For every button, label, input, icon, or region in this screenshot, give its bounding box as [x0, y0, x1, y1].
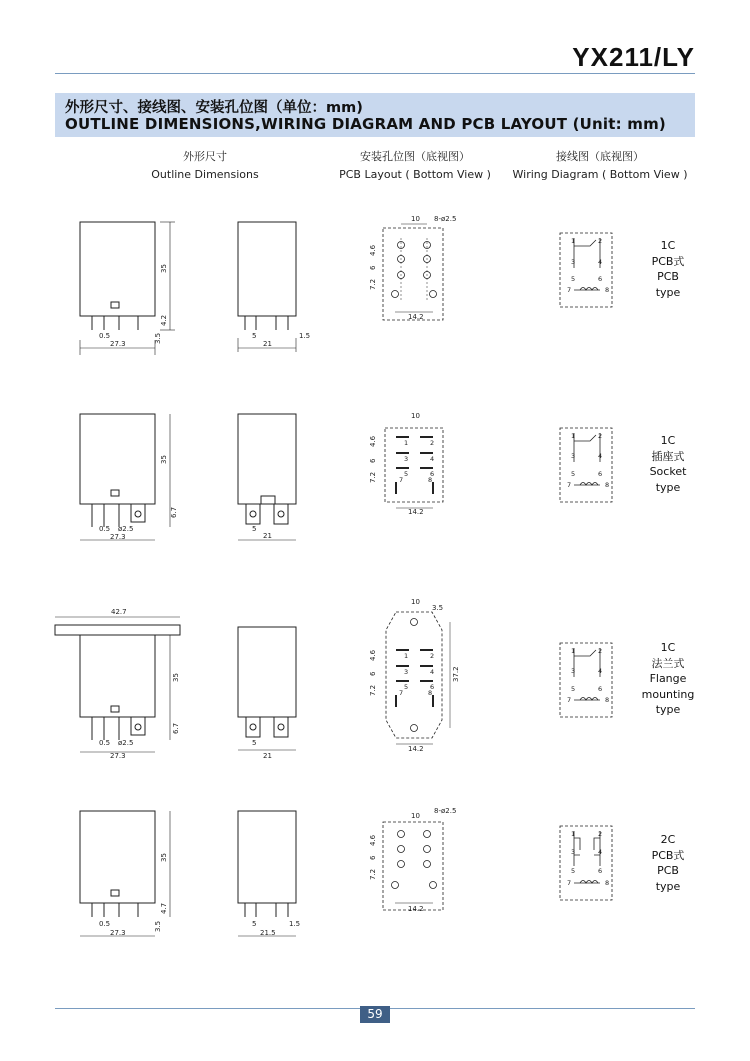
col-header-pcb-zh: 安装孔位图（底视图）: [360, 150, 470, 163]
pcb-r3-pin-1: 1: [404, 652, 409, 660]
dim-r1-height: 35: [160, 264, 168, 273]
pcb-r2-pin-3: 3: [404, 455, 409, 463]
dim-r1-side-b: 1.5: [299, 332, 311, 340]
pcb-r2-pin-6: 6: [430, 470, 435, 478]
row-label-r4-line4: type: [655, 879, 681, 893]
wire-r1-pin-6: 6: [598, 275, 603, 283]
row-label-r4-line1: 2C: [660, 833, 676, 846]
pcb-r3-v3: 7.2: [369, 684, 377, 696]
dim-r3-flange: 42.7: [111, 608, 127, 616]
pcb-r3-v1: 4.6: [369, 649, 377, 661]
col-header-pcb-en: PCB Layout ( Bottom View ): [339, 168, 491, 181]
wire-r4-pin-7: 7: [567, 879, 572, 887]
wire-r2-pin-4: 4: [598, 452, 603, 460]
wire-r2-pin-5: 5: [571, 470, 576, 478]
pcb-r2-v1: 4.6: [369, 435, 377, 447]
wire-r3-pin-1: 1: [571, 647, 576, 655]
pcb-r2-v2: 6: [369, 458, 377, 463]
pcb-r3-pin-6: 6: [430, 683, 435, 691]
wire-r4-pin-4: 4: [598, 848, 603, 856]
row-label-r3-line5: type: [655, 703, 681, 716]
col-header-outline-zh: 外形尺寸: [183, 150, 227, 163]
dim-r4-thick: 0.5: [99, 920, 111, 928]
pcb-layout-r3: [386, 612, 450, 744]
pcb-r2-pin-4: 4: [430, 455, 435, 463]
dim-r1-width: 27.3: [110, 340, 126, 348]
pcb-r2-pin-7: 7: [399, 476, 404, 484]
wire-r1-pin-5: 5: [571, 275, 576, 283]
pcb-layout-r4: [383, 822, 443, 910]
row-label-r3-line4: mounting: [641, 687, 695, 701]
wiring-r1: [560, 233, 612, 307]
row-label-r2-line3: Socket: [649, 465, 687, 478]
row-label-r1: [638, 238, 698, 300]
pcb-r3-pin-4: 4: [430, 668, 435, 676]
pcb-r2-v3: 7.2: [369, 471, 377, 483]
pcb-r4-v2: 6: [369, 855, 377, 860]
wire-r1-pin-1: 1: [571, 237, 576, 245]
wire-r3-pin-2: 2: [598, 647, 603, 655]
outline-front-r3: [55, 617, 180, 752]
col-header-wiring-zh: 接线图（底视图）: [556, 150, 644, 163]
wiring-r3: [560, 643, 612, 717]
row-label-r1-line1: 1C: [660, 239, 676, 252]
wire-r2-pin-6: 6: [598, 470, 603, 478]
pcb-r3-bottom: 14.2: [408, 745, 424, 753]
wire-r3-pin-3: 3: [571, 667, 576, 675]
wiring-r2: [560, 428, 612, 502]
pcb-r4-v1: 4.6: [369, 834, 377, 846]
wire-r4-pin-2: 2: [598, 830, 603, 838]
pcb-r3-pin-2: 2: [430, 652, 435, 660]
row-label-r1-line4: type: [655, 285, 681, 299]
wiring-r4: [560, 826, 612, 900]
pcb-r3-pin-5: 5: [404, 683, 409, 691]
dim-r4-side-b: 1.5: [289, 920, 301, 928]
dim-r3-side-a: 5: [252, 739, 257, 747]
outline-side-r4: [238, 811, 296, 936]
outline-side-r3: [238, 627, 296, 750]
row-label-r2-line4: type: [655, 480, 681, 494]
wire-r1-pin-3: 3: [571, 258, 576, 266]
wire-r2-pin-3: 3: [571, 452, 576, 460]
pcb-layout-r2: [385, 428, 443, 508]
wire-r2-pin-1: 1: [571, 432, 576, 440]
pcb-r2-pin-5: 5: [404, 470, 409, 478]
pcb-r1-v3: 7.2: [369, 278, 377, 290]
pcb-r1-bottom: 14.2: [408, 313, 424, 321]
col-header-wiring-en: Wiring Diagram ( Bottom View ): [512, 168, 688, 181]
row-label-r3: [638, 640, 698, 718]
dim-r3-width: 27.3: [110, 752, 126, 760]
wire-r3-pin-4: 4: [598, 667, 603, 675]
pcb-r4-holes: 8-ø2.5: [434, 807, 457, 815]
dim-r3-height: 35: [172, 673, 180, 682]
dim-r1-pin: 4.2: [160, 314, 168, 326]
pcb-r1-top: 10: [411, 215, 420, 223]
dim-r4-height: 35: [160, 853, 168, 862]
pcb-r2-pin-8: 8: [428, 476, 433, 484]
pcb-r4-bottom: 14.2: [408, 905, 424, 913]
row-label-r1-line3: PCB: [657, 270, 679, 283]
dim-r4-offset: 3.5: [154, 920, 162, 932]
dim-r4-side-a: 5: [252, 920, 257, 928]
row-label-r3-line3: Flange: [649, 672, 687, 685]
section-title-en: OUTLINE DIMENSIONS,WIRING DIAGRAM AND PCB LAYOUT (Unit: mm): [65, 115, 666, 133]
pcb-r3-height: 37.2: [452, 666, 460, 682]
row-label-r1-line2: PCB式: [651, 254, 685, 268]
dim-r4-width: 27.3: [110, 929, 126, 937]
row-label-r4: [638, 832, 698, 894]
model-number: YX211/LY: [572, 42, 695, 72]
pcb-r4-top: 10: [411, 812, 420, 820]
dim-r2-height: 35: [160, 455, 168, 464]
outline-side-r2: [238, 414, 296, 540]
pcb-r3-pin-7: 7: [399, 689, 404, 697]
wire-r1-pin-8: 8: [605, 286, 610, 294]
wire-r4-pin-1: 1: [571, 830, 576, 838]
wire-r1-pin-7: 7: [567, 286, 572, 294]
dim-r2-side-w: 21: [263, 532, 272, 540]
pcb-r1-v2: 6: [369, 265, 377, 270]
dim-r3-side-w: 21: [263, 752, 272, 760]
pcb-r2-pin-2: 2: [430, 439, 435, 447]
dim-r1-side-a: 5: [252, 332, 257, 340]
pcb-layout-r1: [383, 224, 443, 320]
dim-r1-offset: 3.5: [154, 332, 162, 344]
row-label-r2-line1: 1C: [660, 434, 676, 447]
wire-r3-pin-6: 6: [598, 685, 603, 693]
dim-r2-hole: ø2.5: [118, 525, 134, 533]
wire-r2-pin-2: 2: [598, 432, 603, 440]
row-label-r4-line3: PCB: [657, 864, 679, 877]
dim-r4-pin: 4.7: [160, 902, 168, 914]
wire-r3-pin-5: 5: [571, 685, 576, 693]
pcb-r3-right: 3.5: [432, 604, 444, 612]
row-label-r3-line1: 1C: [660, 641, 676, 654]
pcb-r1-holes: 8-ø2.5: [434, 215, 457, 223]
pcb-r1-v1: 4.6: [369, 244, 377, 256]
outline-front-r2: [80, 414, 170, 540]
wire-r1-pin-4: 4: [598, 258, 603, 266]
wire-r2-pin-8: 8: [605, 481, 610, 489]
dim-r2-thick: 0.5: [99, 525, 111, 533]
dim-r3-hole: ø2.5: [118, 739, 134, 747]
wire-r2-pin-7: 7: [567, 481, 572, 489]
pcb-r3-top: 10: [411, 598, 420, 606]
row-label-r4-line2: PCB式: [651, 848, 685, 862]
section-title-zh: 外形尺寸、接线图、安装孔位图（单位：mm): [65, 100, 363, 116]
dim-r1-side-w: 21: [263, 340, 272, 348]
col-header-outline-en: Outline Dimensions: [151, 168, 259, 181]
dim-r3-pin: 6.7: [172, 722, 180, 734]
outline-side-r1: [238, 222, 296, 352]
pcb-r4-v3: 7.2: [369, 868, 377, 880]
wire-r3-pin-7: 7: [567, 696, 572, 704]
wire-r4-pin-3: 3: [571, 848, 576, 856]
wire-r4-pin-8: 8: [605, 879, 610, 887]
row-label-r2-line2: 插座式: [651, 449, 685, 463]
pcb-r2-pin-1: 1: [404, 439, 409, 447]
wire-r4-pin-5: 5: [571, 867, 576, 875]
wire-r4-pin-6: 6: [598, 867, 603, 875]
dim-r1-thick: 0.5: [99, 332, 111, 340]
dim-r2-side-a: 5: [252, 525, 257, 533]
dim-r2-pin: 6.7: [170, 506, 178, 518]
outline-front-r4: [80, 811, 170, 936]
pcb-r2-bottom: 14.2: [408, 508, 424, 516]
pcb-r3-v2: 6: [369, 671, 377, 676]
row-label-r3-line2: 法兰式: [651, 656, 685, 670]
wire-r1-pin-2: 2: [598, 237, 603, 245]
pcb-r3-pin-3: 3: [404, 668, 409, 676]
dim-r4-side-w: 21.5: [260, 929, 276, 937]
pcb-r3-pin-8: 8: [428, 689, 433, 697]
dim-r2-width: 27.3: [110, 533, 126, 541]
page-number: 59: [360, 1006, 390, 1023]
pcb-r2-top: 10: [411, 412, 420, 420]
row-label-r2: [638, 433, 698, 495]
wire-r3-pin-8: 8: [605, 696, 610, 704]
dim-r3-thick: 0.5: [99, 739, 111, 747]
